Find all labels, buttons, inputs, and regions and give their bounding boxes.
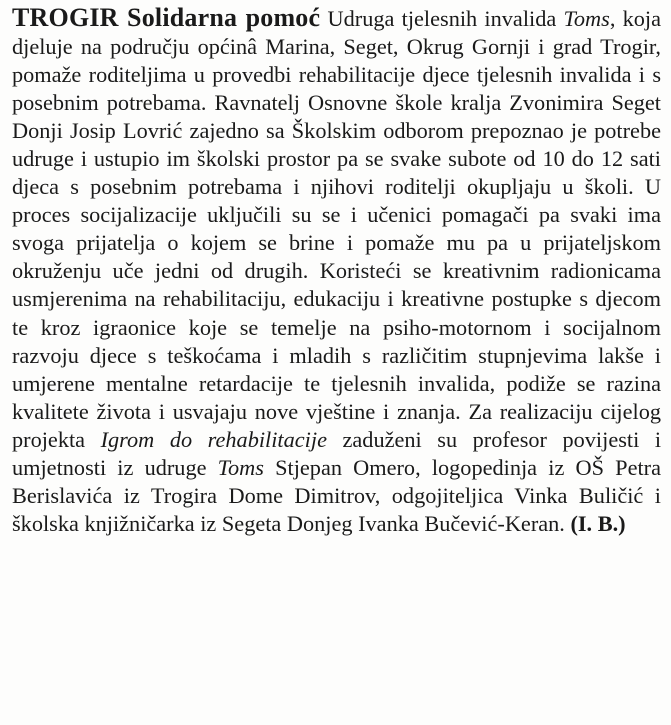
article-headline: TROGIR Solidarna pomoć [12,3,321,32]
author-signature: (I. B.) [570,510,626,536]
project-name: Igrom do rehabilitacije [100,426,327,452]
article-text-segment-3: zaduženi su profesor povijesti i umjetnosti iz udruge [12,426,662,480]
article-text-segment-1: Udruga tjelesnih invalida [327,6,557,31]
article-text-segment-4: Stjepan Omero, logopedinja iz OŠ Petra Berislavića iz Trogira Dome Dimitrov, odgojiteljica Vinka Buličić i školska knjižničarka iz Segeta Donjeg Ivanka Bučević-Keran. [12,454,661,536]
organization-name: Toms [563,6,610,31]
article-text-segment-2: , koja djeluje na području općinâ Marina, Seget, Okrug Gornji i grad Trogir, pomaže roditeljima u provedbi rehabilitacije djece tjelesnih invalida i s posebnim potrebama. Ravnatelj Osnovne škole kralja Zvonimira Seget Donji Josip Lovrić zajedno sa Školskim odborom prepoznao je potrebe udruge i ustupio im školski prostor pa se svake subote od 10 do 12 sati djeca s posebnim potrebama i njihovi roditelji okupljaju u školi. U proces socijalizacije uključili su se i učenici pomagači pa svaki ima svoga prijatelja o kojem se brine i pomaže mu pa u prijateljskom okruženju uče jedni od drugih. Koristeći se kreativnim radionicama usmjerenima na rehabilitaciju, edukaciju i kreativne postupke s djecom te kroz igraonice koje se temelje na psiho-motornom i socijalnom razvoju djece s teškoćama i mladih s različitim stupnjevima lakše i umjerene mentalne retardacije te tjelesnih invalida, podiže se razina kvalitete života i usvajaju nove vještine i znanja. Za realizaciju cijelog projekta [12,6,662,452]
article-body [12,4,661,538]
organization-name-2: Toms [217,454,264,480]
